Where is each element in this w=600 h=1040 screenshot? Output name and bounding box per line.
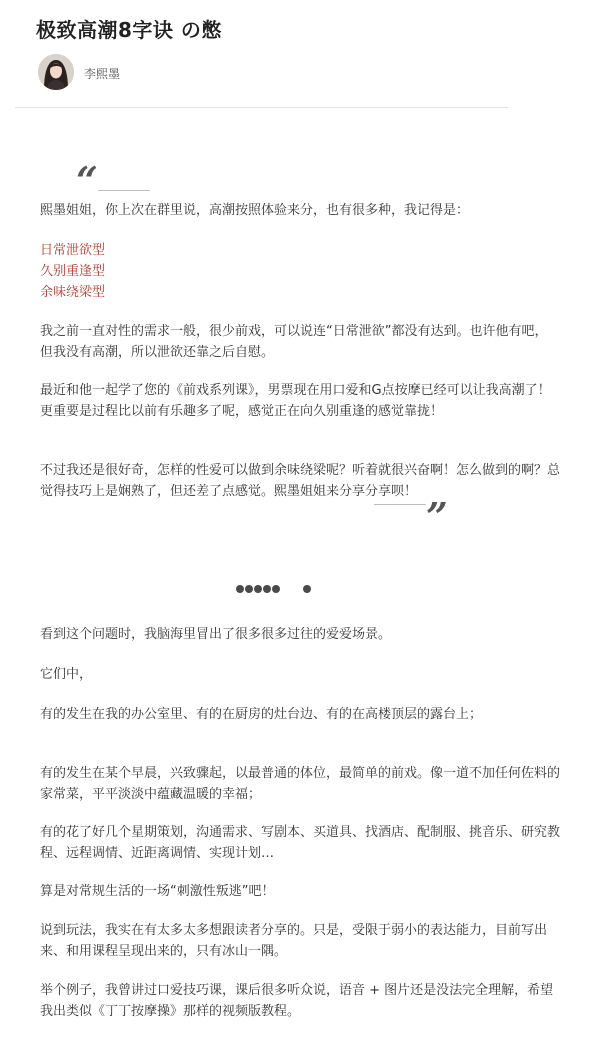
quote-paragraph: 最近和他一起学了您的《前戏系列课》，男票现在用口爱和G点按摩已经可以让我高潮了！更重要是过程比以前有乐趣多了呢，感觉正在向久别重逢的感觉靠拢！ [40,383,551,419]
separator-dot-icon [236,585,244,593]
body-paragraph: 有的发生在我的办公室里、有的在厨房的灶台边、有的在高楼顶层的露台上； [40,707,483,722]
quote-highlight-item: 日常泄欲型 [40,243,106,258]
separator-dot-icon [272,585,280,593]
quote-paragraph: 我之前一直对性的需求一般，很少前戏，可以说连“日常泄欲”都没有达到。也许他有吧，但我没有高潮，所以泄欲还靠之后自慰。 [40,324,548,360]
article-title: 极致高潮8字诀 の憋 [36,18,222,42]
avatar-portrait-icon [38,54,74,90]
body-paragraph: 有的花了好几个星期策划，沟通需求、写剧本、买道具、找酒店、配制服、挑音乐、研究教程、远程调情、近距离调情、实现计划… [40,825,561,861]
quote-close-mark [372,494,452,539]
separator-dot-icon [245,585,253,593]
body-paragraph: 有的发生在某个早晨，兴致骤起，以最普通的体位，最简单的前戏。像一道不加任何佐料的家常菜，平平淡淡中蕴藏温暖的幸福； [40,766,561,802]
header-divider [15,107,508,108]
separator-dot-icon [303,585,311,593]
quote-open-mark [72,158,152,203]
quote-paragraph: 不过我还是很好奇，怎样的性爱可以做到余味绕梁呢？听着就很兴奋啊！怎么做到的啊？总觉得技巧上是娴熟了，但还差了点感觉。熙墨姐姐来分享分享呗！ [40,463,561,499]
body-paragraph: 它们中， [40,667,93,682]
section-separator [236,585,316,597]
separator-dot-icon [263,585,271,593]
open-quote-icon: “ [76,158,98,203]
quote-paragraph: 熙墨姐姐，你上次在群里说，高潮按照体验来分，也有很多种，我记得是： [40,203,470,218]
body-paragraph: 算是对常规生活的一场“刺激性叛逃”吧！ [40,884,275,899]
quote-highlight-item: 余味绕梁型 [40,285,106,300]
quote-highlight-item: 久别重逢型 [40,264,106,279]
close-quote-icon: ” [426,494,448,539]
body-paragraph: 看到这个问题时，我脑海里冒出了很多很多过往的爱爱场景。 [40,627,392,642]
separator-dot-icon [254,585,262,593]
body-paragraph: 说到玩法，我实在有太多太多想跟读者分享的。只是，受限于弱小的表达能力，目前写出来、和用课程呈现出来的，只有冰山一隅。 [40,923,548,959]
author-name[interactable]: 李熙墨 [84,67,121,81]
body-paragraph: 举个例子，我曾讲过口爱技巧课，课后很多听众说，语音 + 图片还是没法完全理解，希望我出类似《丁丁按摩操》那样的视频版教程。 [40,983,554,1019]
author-avatar[interactable] [38,54,74,90]
